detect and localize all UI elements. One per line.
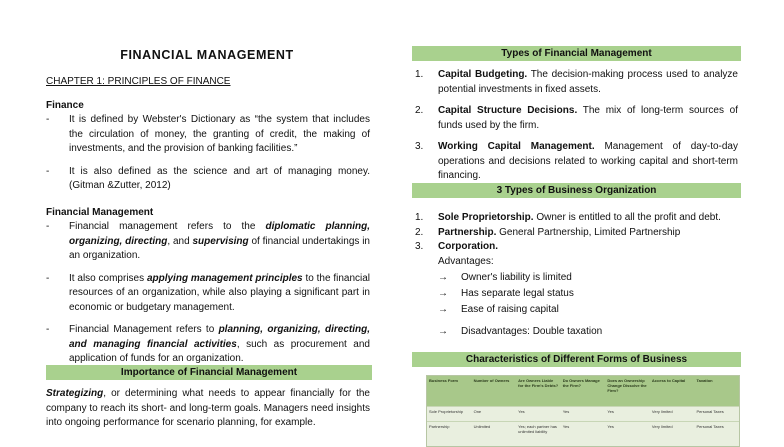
advantages-label: Advantages: <box>438 256 494 267</box>
characteristics-table-image <box>426 375 740 447</box>
table-row: Partnership Unlimited Yes; each partner has unlimited liability Yes Yes Very limited Personal Taxes <box>427 421 739 436</box>
list-item: 2. Partnership. General Partnership, Limited Partnership <box>415 226 681 238</box>
chapter-heading: CHAPTER 1: PRINCIPLES OF FINANCE <box>46 76 231 87</box>
table-row: Sole Proprietorship One Yes Yes Yes Very limited Personal Taxes <box>427 406 739 421</box>
types-list <box>412 68 738 191</box>
advantage-item: → Ease of raising capital <box>438 302 738 318</box>
dash-bullet: - <box>46 165 50 177</box>
arrow-icon: → <box>438 288 448 299</box>
dash-bullet: - <box>46 114 50 125</box>
list-item: 3. Working Capital Management. Management of day-to-day operations and decisions related to working capital and short-term financing. <box>415 141 738 181</box>
dash-bullet: - <box>46 324 50 335</box>
advantage-item: → Has separate legal status <box>438 286 738 302</box>
financial-management-heading: Financial Management <box>46 207 154 218</box>
finance-heading: Finance <box>46 100 84 111</box>
characteristics-bar: Characteristics of Different Forms of Business <box>412 352 741 367</box>
dash-bullet: - <box>46 272 50 284</box>
list-item: - Financial management refers to the diplomatic planning, organizing, directing, and supervising of financial undertakings in an organization. <box>46 221 370 261</box>
document-title: FINANCIAL MANAGEMENT <box>120 48 294 62</box>
financial-management-list <box>46 220 370 375</box>
list-item: 3. Corporation. <box>415 241 498 252</box>
org-types-list <box>412 211 738 255</box>
list-item: 1. Capital Budgeting. The decision-making process used to analyze potential investments in fixed assets. <box>415 69 738 95</box>
advantage-item: → Owner's liability is limited <box>438 270 738 286</box>
importance-bar: Importance of Financial Management <box>46 365 372 380</box>
types-bar: Types of Financial Management <box>412 46 741 61</box>
list-item: 1. Sole Proprietorship. Owner is entitled to all the profit and debt. <box>415 212 721 223</box>
arrow-icon: → <box>438 272 448 283</box>
disadvantage-item: → Disadvantages: Double taxation <box>438 324 738 340</box>
list-item: - It also comprises applying management principles to the financial resources of an organization, while also playing a significant part in economic or budgetary management. <box>46 272 371 313</box>
org-types-bar: 3 Types of Business Organization <box>412 183 741 198</box>
list-item: - Financial Management refers to planning, organizing, directing, and managing financial activities, such as procurement and application of funds for an organization. <box>46 324 370 364</box>
table-header-row: Business Form Number of Owners Are Owners Liable for the Firm's Debts? Do Owners Manage the Firm? Does an Ownership Change Dissolve the Firm? Access to Capital Taxation <box>427 376 739 406</box>
list-item: - It is defined by Webster's Dictionary as “the system that includes the circulation of money, the granting of credit, the making of investments, and the provision of banking facilities.” <box>46 114 370 154</box>
list-item: 2. Capital Structure Decisions. The mix of long-term sources of funds used by the firm. <box>415 105 739 131</box>
finance-list <box>46 113 370 202</box>
arrow-icon: → <box>438 326 448 337</box>
list-item: - It is also defined as the science and art of managing money. (Gitman &Zutter, 2012) <box>46 165 370 191</box>
corporation-details <box>438 254 738 340</box>
importance-paragraph: Strategizing, or determining what needs to appear financially for the company to reach its short- and long-term goals. Managers need insights into ongoing performance for scenario planning, for example. <box>46 388 370 428</box>
arrow-icon: → <box>438 304 448 315</box>
dash-bullet: - <box>46 221 50 232</box>
